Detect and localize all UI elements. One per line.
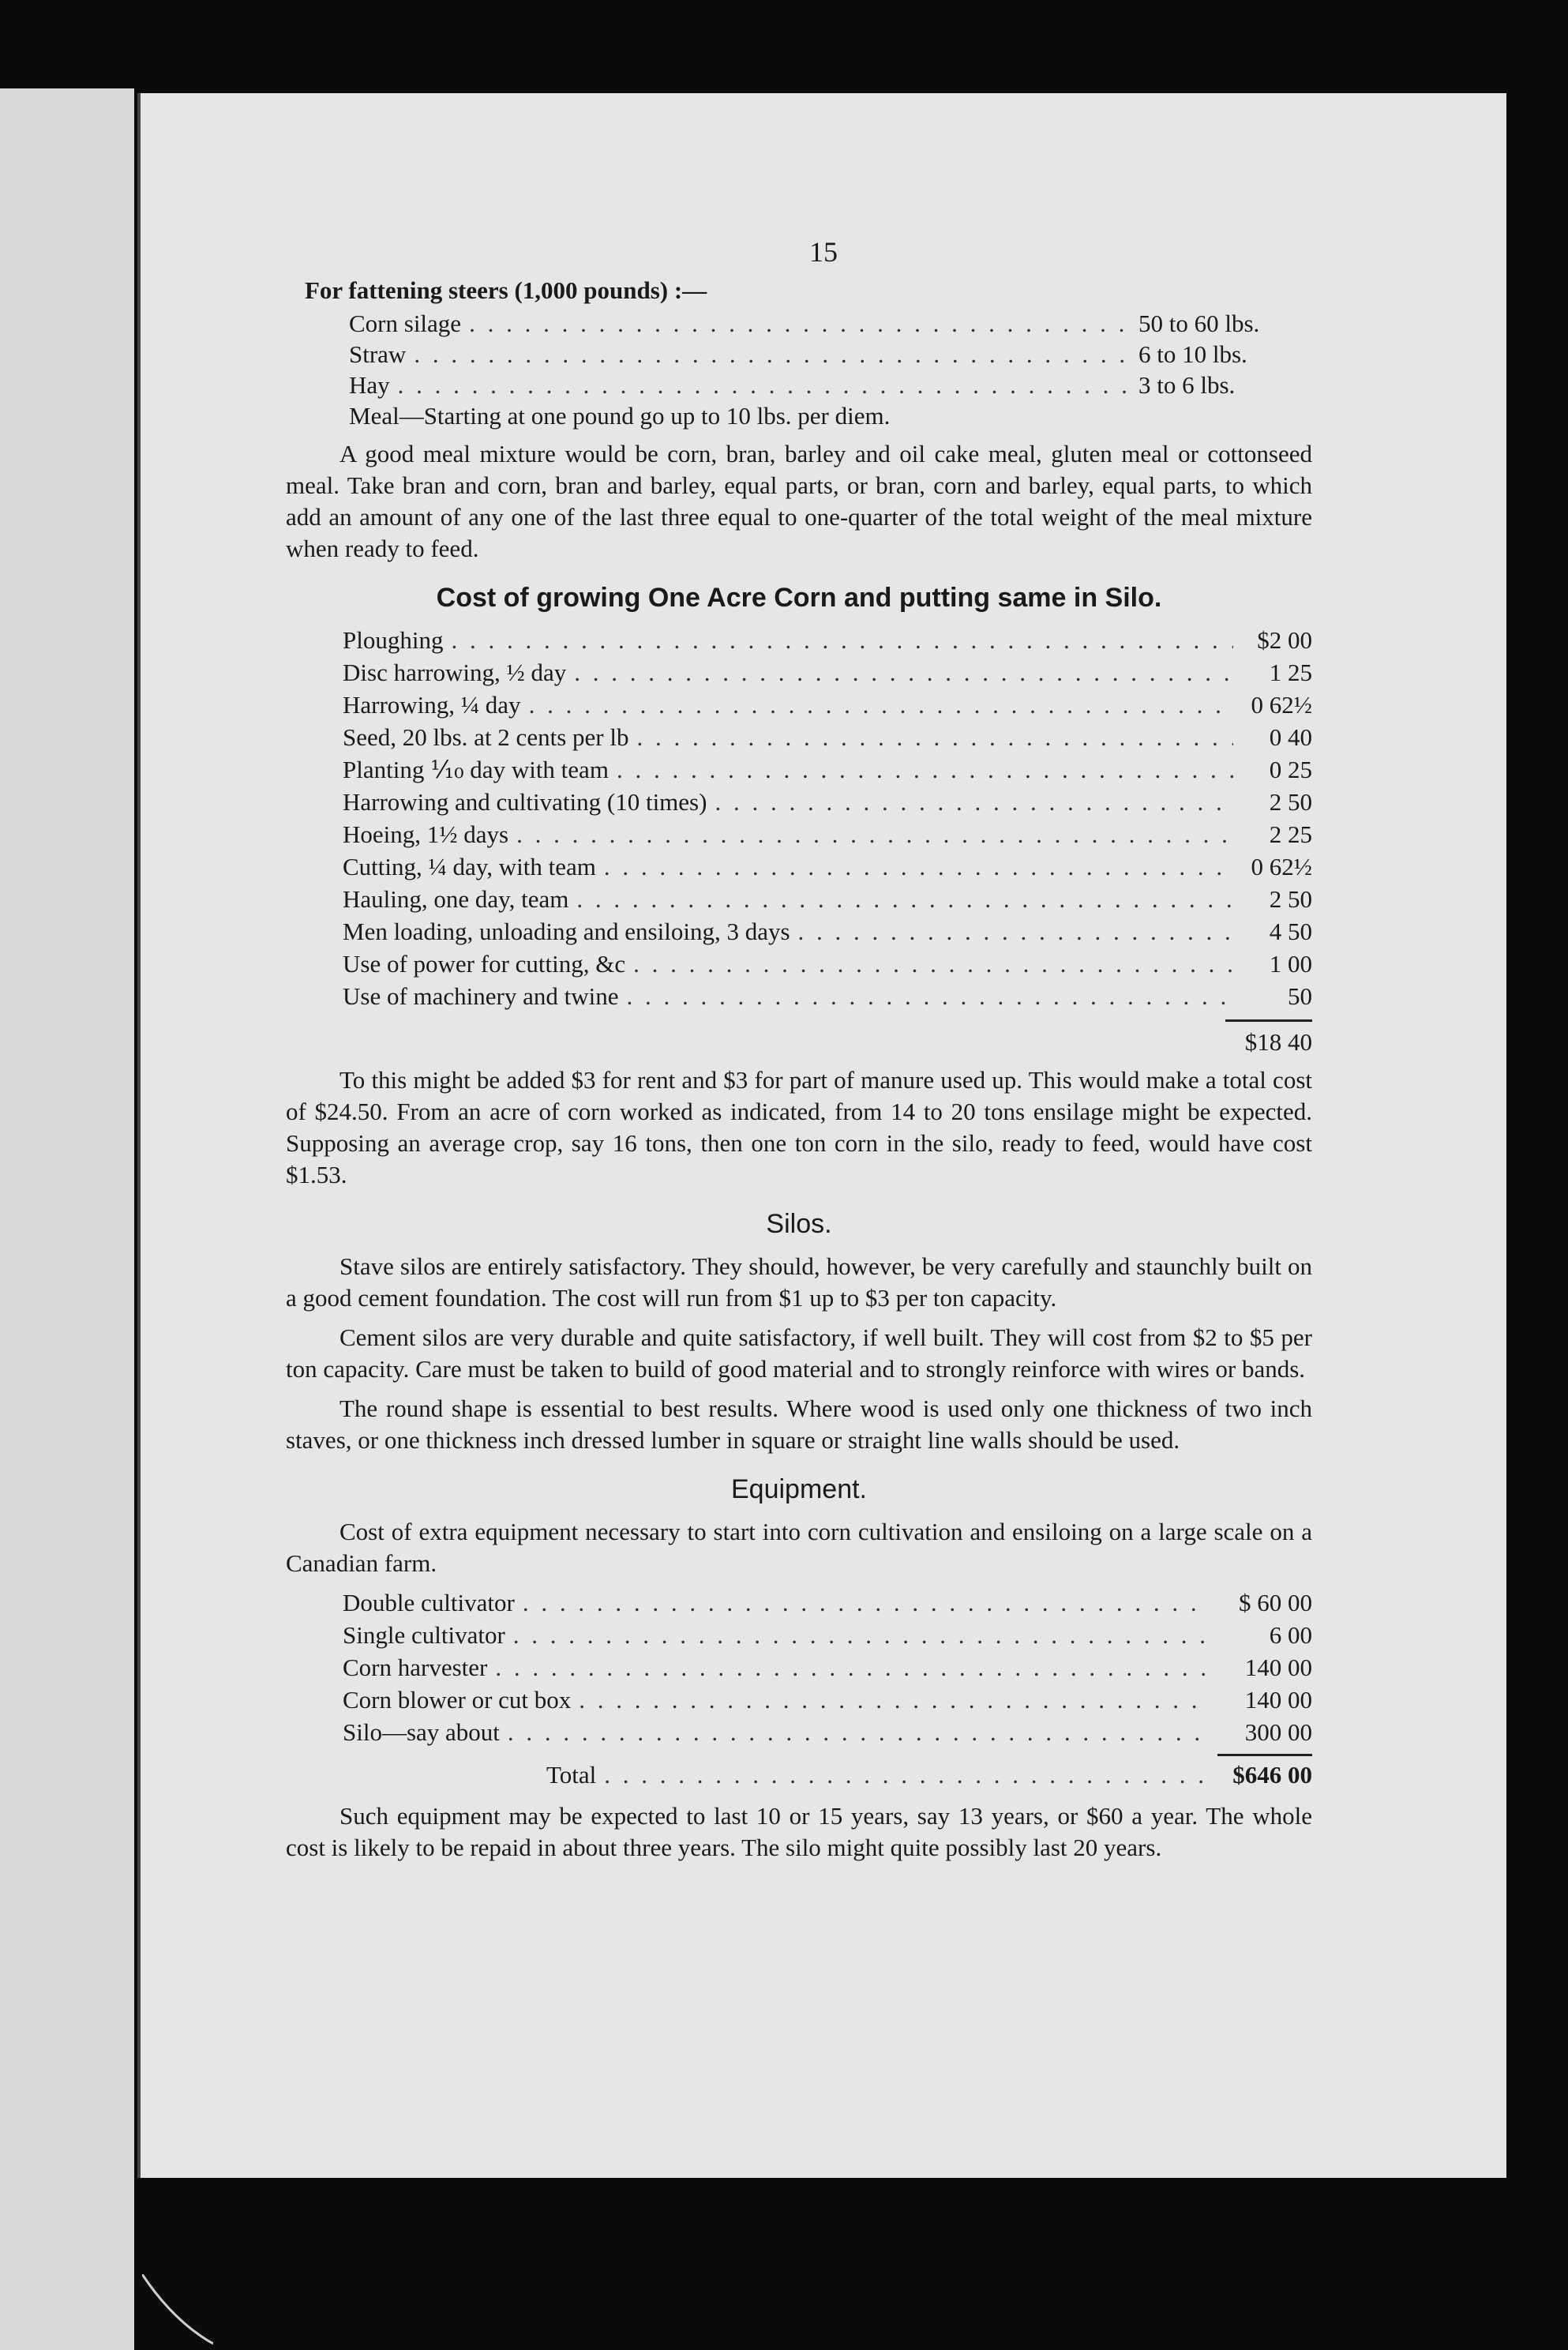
equipment-total-row: [546, 1759, 1312, 1794]
equipment-closing: Such equipment may be expected to last 10 or 15 years, say 13 years, or $60 a year. The whole cost is likely to be repaid in about three years. The silo might quite possibly last 20 years.: [286, 1802, 1312, 1861]
silos-paragraph: Cement silos are very durable and quite satisfactory, if well built. They will cost from $2 to $5 per ton capacity. Care must be taken to build of good material and to strongly reinforce with wires or bands.: [286, 1323, 1312, 1383]
feed-name: Straw: [349, 340, 407, 368]
feed-name: Hay: [349, 371, 390, 399]
leader-dots: [617, 754, 1233, 786]
meal-paragraph: A good meal mixture would be corn, bran, barley and oil cake meal, gluten meal or cottonseed meal. Take bran and corn, bran and barley, equal parts, or bran, corn and barley, equal parts, to which add an amount of any one of the last three equal to one-quarter of the total weight of the meal mixture when ready to feed.: [286, 440, 1312, 562]
leader-dots: [414, 339, 1131, 370]
cost-total: $18 40: [1244, 1028, 1312, 1056]
cost-row: [343, 981, 1312, 1013]
feed-amount: 50 to 60 lbs.: [1138, 310, 1260, 337]
equipment-title: Equipment.: [731, 1474, 867, 1504]
cost-value: 0 62½: [1251, 853, 1312, 880]
leader-dots: [523, 1587, 1210, 1619]
page-content: [286, 275, 1312, 1871]
scan-corner-mark: [142, 2274, 213, 2345]
leader-dots: [513, 1620, 1210, 1651]
meal-line: Meal—Starting at one pound go up to 10 lbs. per diem.: [349, 402, 891, 430]
cost-row: [343, 722, 1312, 754]
equipment-intro: Cost of extra equipment necessary to start into corn cultivation and ensiloing on a large scale on a Canadian farm.: [286, 1518, 1312, 1577]
equipment-row: [343, 1717, 1312, 1749]
cost-row: [343, 884, 1312, 916]
equipment-total-label: Total: [546, 1761, 597, 1789]
silos-paragraph: Stave silos are entirely satisfactory. They should, however, be very carefully and staunchly built on a good cement foundation. The cost will run from $1 up to $3 per ton capacity.: [286, 1252, 1312, 1312]
leader-dots: [574, 657, 1233, 689]
cost-row: [343, 786, 1312, 819]
leader-dots: [627, 981, 1234, 1012]
silos-title: Silos.: [766, 1209, 832, 1239]
leader-dots: [715, 786, 1233, 818]
cost-item: Cutting, ¼ day, with team: [343, 853, 596, 880]
cost-section-title: Cost of growing One Acre Corn and putting same in Silo.: [436, 583, 1162, 613]
equipment-row: [343, 1587, 1312, 1620]
leader-dots: [508, 1717, 1210, 1748]
document-page: [137, 93, 1506, 2178]
equipment-value: 6 00: [1269, 1621, 1312, 1649]
equipment-row: [343, 1620, 1312, 1652]
equipment-value: 140 00: [1244, 1654, 1312, 1681]
cost-row: [343, 819, 1312, 851]
equipment-item: Corn harvester: [343, 1654, 488, 1681]
leader-dots: [633, 948, 1233, 980]
cost-item: Seed, 20 lbs. at 2 cents per lb: [343, 723, 629, 751]
leader-dots: [798, 916, 1233, 948]
cost-value: 4 50: [1269, 918, 1312, 945]
equipment-row: [343, 1684, 1312, 1717]
equipment-total-value: $646 00: [1232, 1761, 1312, 1789]
cost-row: [343, 754, 1312, 786]
cost-item: Ploughing: [343, 626, 444, 654]
leader-dots: [529, 689, 1233, 721]
leader-dots: [579, 1684, 1210, 1716]
cost-item: Hauling, one day, team: [343, 885, 569, 913]
cost-value: 50: [1288, 982, 1312, 1010]
cost-value: 2 50: [1269, 885, 1312, 913]
leader-dots: [451, 625, 1233, 656]
equipment-item: Silo—say about: [343, 1718, 500, 1746]
cost-row: [343, 916, 1312, 948]
leader-dots: [576, 884, 1233, 915]
equipment-item: Corn blower or cut box: [343, 1686, 572, 1714]
feed-amount: 6 to 10 lbs.: [1138, 340, 1247, 368]
feed-row: [349, 308, 1312, 339]
leader-dots: [516, 819, 1233, 850]
silos-paragraph: The round shape is essential to best results. Where wood is used only one thickness of two inch staves, or one thickness inch dressed lumber in square or straight line walls should be used.: [286, 1395, 1312, 1454]
feed-row: [349, 370, 1312, 400]
cost-item: Use of machinery and twine: [343, 982, 619, 1010]
leader-dots: [636, 722, 1233, 753]
cost-value: 2 50: [1269, 788, 1312, 816]
cost-value: 1 25: [1269, 659, 1312, 686]
cost-item: Use of power for cutting, &c: [343, 950, 626, 978]
fattening-heading: For fattening steers (1,000 pounds) :—: [305, 276, 707, 304]
cost-row: [343, 689, 1312, 722]
cost-item: Men loading, unloading and ensiloing, 3 days: [343, 918, 790, 945]
equipment-item: Single cultivator: [343, 1621, 505, 1649]
cost-item: Harrowing and cultivating (10 times): [343, 788, 707, 816]
equipment-value: 140 00: [1244, 1686, 1312, 1714]
equipment-item: Double cultivator: [343, 1589, 515, 1616]
equipment-value: 300 00: [1244, 1718, 1312, 1746]
sum-rule: [1217, 1754, 1312, 1756]
feed-row: [349, 339, 1312, 370]
cost-row: [343, 625, 1312, 657]
cost-value: $2 00: [1257, 626, 1312, 654]
cost-item: Planting ⅒ day with team: [343, 756, 609, 783]
cost-item: Hoeing, 1½ days: [343, 820, 509, 848]
cost-row: [343, 851, 1312, 884]
leader-dots: [604, 851, 1233, 883]
equipment-value: $ 60 00: [1239, 1589, 1312, 1616]
cost-row: [343, 948, 1312, 981]
cost-item: Harrowing, ¼ day: [343, 691, 521, 719]
leader-dots: [398, 370, 1131, 401]
page-number: 15: [809, 236, 838, 268]
cost-row: [343, 657, 1312, 689]
left-page-edge: [0, 88, 134, 2350]
cost-item: Disc harrowing, ½ day: [343, 659, 567, 686]
cost-value: 2 25: [1269, 820, 1312, 848]
equipment-row: [343, 1652, 1312, 1684]
cost-value: 0 62½: [1251, 691, 1312, 719]
leader-dots: [469, 308, 1131, 340]
cost-value: 0 25: [1269, 756, 1312, 783]
cost-value: 1 00: [1269, 950, 1312, 978]
sum-rule: [1225, 1019, 1312, 1022]
cost-value: 0 40: [1269, 723, 1312, 751]
cost-paragraph: To this might be added $3 for rent and $3 for part of manure used up. This would make a total cost of $24.50. From an acre of corn worked as indicated, from 14 to 20 tons ensilage might be expected. Supposing an average crop, say 16 tons, then one ton corn in the silo, ready to feed, would have cost $1.53.: [286, 1066, 1312, 1188]
feed-name: Corn silage: [349, 310, 462, 337]
leader-dots: [495, 1652, 1210, 1684]
feed-amount: 3 to 6 lbs.: [1138, 371, 1236, 399]
leader-dots: [604, 1759, 1210, 1791]
